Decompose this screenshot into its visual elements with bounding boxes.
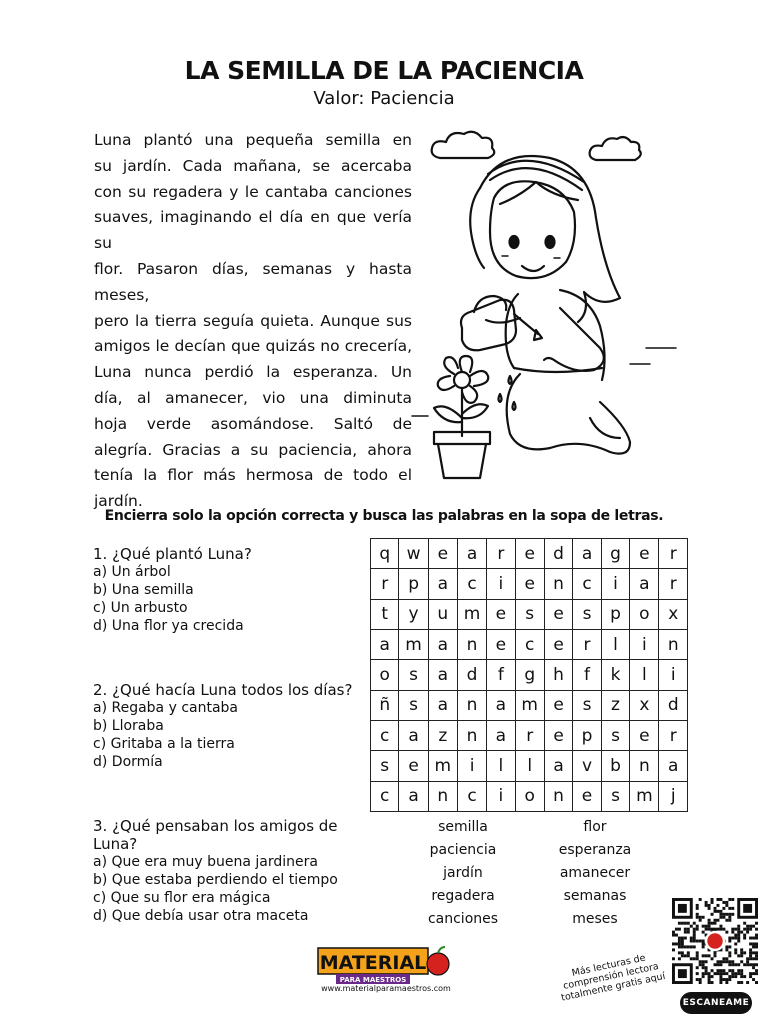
grid-cell[interactable]: s (573, 690, 601, 720)
grid-cell[interactable]: d (659, 690, 688, 720)
grid-cell[interactable]: s (601, 781, 629, 811)
grid-cell[interactable]: t (371, 599, 399, 629)
grid-row (371, 751, 688, 781)
grid-cell[interactable]: e (544, 599, 572, 629)
grid-cell[interactable]: z (601, 690, 629, 720)
grid-cell[interactable]: i (630, 629, 659, 659)
question-title: 2. ¿Qué hacía Luna todos los días? (93, 681, 353, 699)
question-2 (93, 681, 358, 771)
grid-cell[interactable]: e (399, 751, 428, 781)
story-line: flor. Pasaron días, semanas y hasta meses, (94, 259, 412, 304)
grid-cell[interactable]: e (573, 781, 601, 811)
grid-cell[interactable]: s (573, 599, 601, 629)
grid-cell[interactable]: n (457, 720, 486, 750)
answer-option[interactable]: c) Que su flor era mágica (93, 890, 271, 906)
answer-option[interactable]: b) Una semilla (93, 582, 194, 598)
grid-cell[interactable]: o (630, 599, 659, 629)
grid-cell[interactable]: g (515, 660, 544, 690)
grid-cell[interactable]: x (659, 599, 688, 629)
question-1 (93, 545, 358, 635)
grid-cell[interactable]: m (457, 599, 486, 629)
grid-cell[interactable]: e (544, 629, 572, 659)
grid-cell[interactable]: r (371, 569, 399, 599)
grid-cell[interactable]: c (457, 781, 486, 811)
grid-cell[interactable]: n (457, 629, 486, 659)
grid-cell[interactable]: e (515, 539, 544, 569)
story-line: Luna plantó una pequeña semilla en (94, 131, 412, 149)
word-list-left (388, 816, 538, 931)
grid-cell[interactable]: p (573, 720, 601, 750)
answer-option[interactable]: d) Que debía usar otra maceta (93, 908, 309, 924)
grid-cell[interactable]: o (515, 781, 544, 811)
grid-cell[interactable]: l (630, 660, 659, 690)
grid-cell[interactable]: o (371, 660, 399, 690)
grid-cell[interactable]: i (601, 569, 629, 599)
word-list-item: semilla (438, 819, 488, 835)
answer-option[interactable]: c) Gritaba a la tierra (93, 736, 235, 752)
grid-cell[interactable]: a (399, 720, 428, 750)
grid-cell[interactable]: y (399, 599, 428, 629)
answer-option[interactable]: b) Lloraba (93, 718, 164, 734)
answer-option[interactable]: b) Que estaba perdiendo el tiempo (93, 872, 338, 888)
story-line: pero la tierra seguía quieta. Aunque sus (94, 311, 412, 330)
cloud-icon (432, 132, 495, 158)
grid-cell[interactable]: a (428, 629, 457, 659)
grid-cell[interactable]: s (399, 690, 428, 720)
word-list-item: semanas (563, 888, 627, 904)
cloud-icon (590, 137, 641, 160)
grid-cell[interactable]: r (487, 539, 515, 569)
grid-cell[interactable]: s (399, 660, 428, 690)
grid-cell[interactable]: n (630, 751, 659, 781)
word-list-item: esperanza (558, 842, 632, 858)
grid-cell[interactable]: x (630, 690, 659, 720)
grid-cell[interactable]: e (630, 539, 659, 569)
grid-cell[interactable]: a (487, 690, 515, 720)
story-line: jardín. (94, 492, 143, 511)
grid-cell[interactable]: a (371, 629, 399, 659)
grid-cell[interactable]: a (428, 660, 457, 690)
grid-cell[interactable]: e (544, 690, 572, 720)
grid-cell[interactable]: j (659, 781, 688, 811)
grid-cell[interactable]: l (487, 751, 515, 781)
grid-cell[interactable]: f (573, 660, 601, 690)
apple-icon (706, 932, 724, 950)
question-title: 3. ¿Qué pensaban los amigos de Luna? (93, 817, 338, 853)
grid-cell[interactable]: u (428, 599, 457, 629)
grid-cell[interactable]: r (573, 629, 601, 659)
grid-cell[interactable]: n (457, 690, 486, 720)
story-line: amigos le decían que quizás no crecería, (94, 337, 412, 356)
answer-option[interactable]: c) Un arbusto (93, 600, 188, 616)
grid-cell[interactable]: n (544, 569, 572, 599)
grid-cell[interactable]: s (601, 720, 629, 750)
grid-cell[interactable]: m (428, 751, 457, 781)
word-list-item: regadera (431, 888, 495, 904)
grid-cell[interactable]: c (371, 781, 399, 811)
grid-cell[interactable]: w (399, 539, 428, 569)
grid-cell[interactable]: r (659, 539, 688, 569)
story-line: con su regadera y le cantaba canciones (94, 182, 412, 201)
answer-option[interactable]: d) Una flor ya crecida (93, 618, 244, 634)
story-line: hoja verde asomándose. Saltó de (94, 414, 412, 433)
grid-cell[interactable]: a (659, 751, 688, 781)
word-list-item: paciencia (429, 842, 497, 858)
grid-cell[interactable]: n (544, 781, 572, 811)
grid-row (371, 629, 688, 659)
grid-cell[interactable]: r (515, 720, 544, 750)
grid-cell[interactable]: q (371, 539, 399, 569)
grid-cell[interactable]: a (573, 539, 601, 569)
grid-cell[interactable]: a (399, 781, 428, 811)
page-subtitle: Valor: Paciencia (313, 88, 455, 109)
grid-row (371, 599, 688, 629)
grid-cell[interactable]: z (428, 720, 457, 750)
grid-cell[interactable]: b (601, 751, 629, 781)
grid-cell[interactable]: d (544, 539, 572, 569)
word-search-grid (370, 538, 688, 812)
grid-cell[interactable]: d (457, 660, 486, 690)
grid-cell[interactable]: i (487, 569, 515, 599)
word-list-item: flor (583, 819, 607, 835)
story-text (94, 128, 412, 515)
grid-cell[interactable]: i (659, 660, 688, 690)
answer-option[interactable]: a) Que era muy buena jardinera (93, 854, 318, 870)
grid-cell[interactable]: h (544, 660, 572, 690)
story-line: suaves, imaginando el día en que vería su (94, 208, 412, 253)
grid-cell[interactable]: i (457, 751, 486, 781)
grid-row (371, 690, 688, 720)
grid-row (371, 539, 688, 569)
grid-cell[interactable]: c (573, 569, 601, 599)
answer-option[interactable]: a) Un árbol (93, 564, 171, 580)
logo-url: www.materialparamaestros.com (321, 984, 451, 993)
story-line: su jardín. Cada mañana, se acercaba (94, 156, 412, 175)
girl-watering-flower-illustration (410, 118, 700, 490)
grid-cell[interactable]: p (399, 569, 428, 599)
answer-option[interactable]: d) Dormía (93, 754, 163, 770)
word-list-item: amanecer (559, 865, 631, 881)
grid-cell[interactable]: e (428, 539, 457, 569)
story-line: día, al amanecer, vio una diminuta (94, 388, 412, 407)
grid-cell[interactable]: c (457, 569, 486, 599)
grid-cell[interactable]: a (630, 569, 659, 599)
qr-code[interactable] (672, 898, 758, 984)
apple-icon (427, 953, 449, 975)
grid-cell[interactable]: m (630, 781, 659, 811)
grid-row (371, 781, 688, 811)
grid-cell[interactable]: n (659, 629, 688, 659)
grid-cell[interactable]: f (487, 660, 515, 690)
grid-cell[interactable]: e (630, 720, 659, 750)
question-3 (93, 817, 358, 925)
word-list-item: jardín (443, 865, 483, 881)
qr-note: Más lecturas de comprensión lectora totalmente gratis aquí (560, 952, 667, 1004)
logo-text: MATERIAL (319, 952, 427, 974)
grid-cell[interactable]: p (601, 599, 629, 629)
grid-cell[interactable]: i (487, 781, 515, 811)
grid-cell[interactable]: l (601, 629, 629, 659)
grid-cell[interactable]: g (601, 539, 629, 569)
grid-cell[interactable]: a (428, 569, 457, 599)
grid-cell[interactable]: s (371, 751, 399, 781)
grid-cell[interactable]: e (487, 599, 515, 629)
instructions: Encierra solo la opción correcta y busca las palabras en la sopa de letras. (104, 508, 664, 524)
story-line: Luna nunca perdió la esperanza. Un (94, 363, 412, 382)
answer-option[interactable]: a) Regaba y cantaba (93, 700, 239, 716)
grid-cell[interactable]: e (515, 569, 544, 599)
grid-cell[interactable]: c (515, 629, 544, 659)
page-title: LA SEMILLA DE LA PACIENCIA (184, 56, 584, 85)
grid-cell[interactable]: m (515, 690, 544, 720)
word-list-right (520, 816, 670, 931)
grid-cell[interactable]: ñ (371, 690, 399, 720)
grid-row (371, 660, 688, 690)
grid-row (371, 720, 688, 750)
grid-cell[interactable]: s (515, 599, 544, 629)
scan-button[interactable]: ESCANEAME (680, 992, 752, 1014)
grid-cell[interactable]: e (487, 629, 515, 659)
grid-cell[interactable]: v (573, 751, 601, 781)
story-line: tenía la flor más hermosa de todo el (94, 466, 412, 485)
story-line: alegría. Gracias a su paciencia, ahora (94, 440, 412, 459)
grid-cell[interactable]: e (544, 720, 572, 750)
logo-subtext: PARA MAESTROS (339, 976, 407, 984)
grid-cell[interactable]: r (659, 720, 688, 750)
grid-cell[interactable]: c (371, 720, 399, 750)
word-list-item: meses (572, 911, 618, 927)
question-title: 1. ¿Qué plantó Luna? (93, 545, 252, 563)
grid-cell[interactable]: a (457, 539, 486, 569)
grid-cell[interactable]: n (428, 781, 457, 811)
grid-cell[interactable]: l (515, 751, 544, 781)
grid-cell[interactable]: a (428, 690, 457, 720)
grid-cell[interactable]: m (399, 629, 428, 659)
grid-cell[interactable]: k (601, 660, 629, 690)
grid-cell[interactable]: r (659, 569, 688, 599)
word-list-item: canciones (427, 911, 499, 927)
grid-cell[interactable]: a (544, 751, 572, 781)
grid-cell[interactable]: a (487, 720, 515, 750)
grid-row (371, 569, 688, 599)
